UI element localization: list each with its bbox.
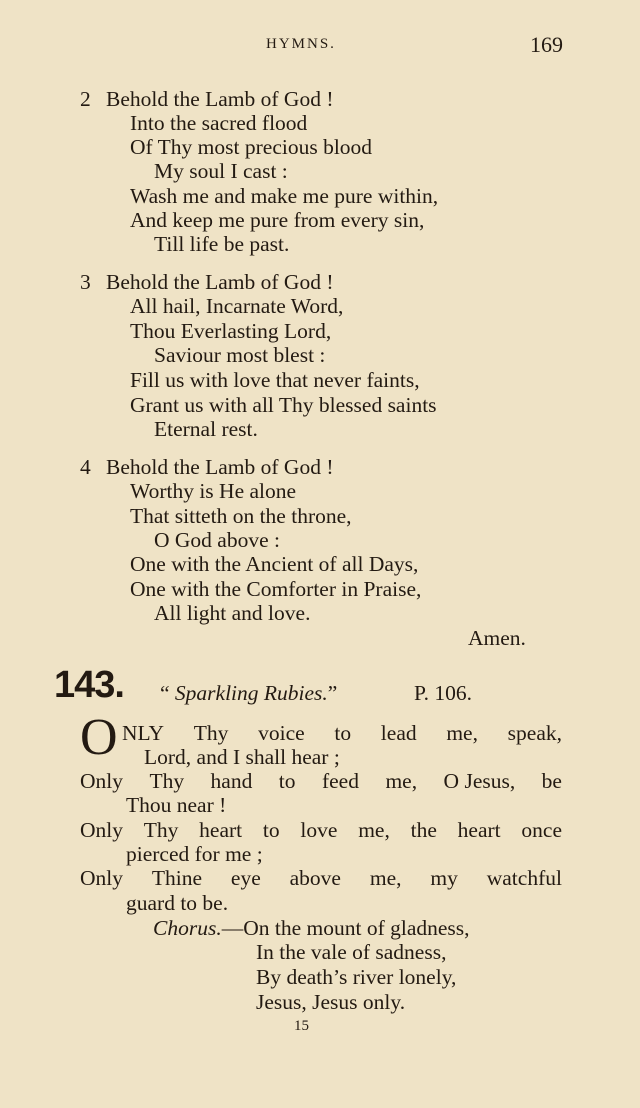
hymn-143-line-6: pierced for me ; [126, 842, 263, 866]
tune-name: “ Sparkling Rubies.” [160, 681, 338, 705]
verse-4-line-5: One with the Ancient of all Days, [130, 552, 419, 576]
tune-reference: P. 106. [414, 681, 472, 705]
verse-2-line-3: Of Thy most precious blood [130, 135, 373, 159]
verse-2-line-5: Wash me and make me pure within, [130, 184, 439, 208]
verse-4-line-6: One with the Comforter in Praise, [130, 577, 422, 601]
verse-4-line-7: All light and love. [154, 601, 311, 625]
verse-2-line-1: 2 Behold the Lamb of God ! [80, 87, 334, 111]
verse-2-line-6: And keep me pure from every sin, [130, 208, 425, 232]
verse-number: 4 [80, 455, 91, 479]
hymn-143-line-2: Lord, and I shall hear ; [144, 745, 340, 769]
chorus-line-1: Chorus.—On the mount of gladness, [153, 916, 470, 940]
verse-2-line-2: Into the sacred flood [130, 111, 308, 135]
verse-3-line-4: Saviour most blest : [154, 343, 326, 367]
hymn-143-line-3: Only Thy hand to feed me, O Jesus, be [80, 769, 562, 793]
verse-3-line-2: All hail, Incarnate Word, [130, 294, 344, 318]
page-number: 169 [530, 32, 563, 57]
verse-4-line-4: O God above : [154, 528, 280, 552]
hymn-143-line-1: NLY Thy voice to lead me, speak, [122, 721, 562, 745]
hymn-143-line-7: Only Thine eye above me, my watchful [80, 866, 562, 890]
running-head: HYMNS. [266, 36, 336, 52]
verse-3-line-6: Grant us with all Thy blessed saints [130, 393, 437, 417]
verse-4-line-1: 4 Behold the Lamb of God ! [80, 455, 334, 479]
verse-number: 3 [80, 270, 91, 294]
verse-3-line-3: Thou Everlasting Lord, [130, 319, 332, 343]
verse-2-line-4: My soul I cast : [154, 159, 288, 183]
verse-2-line-7: Till life be past. [154, 232, 290, 256]
chorus-line-3: By death’s river lonely, [256, 965, 457, 989]
hymn-143-line-5: Only Thy heart to love me, the heart once [80, 818, 562, 842]
chorus-label: Chorus. [153, 916, 222, 940]
amen: Amen. [468, 626, 526, 650]
verse-3-line-7: Eternal rest. [154, 417, 258, 441]
hymn-143-line-4: Thou near ! [126, 793, 227, 817]
chorus-line-4: Jesus, Jesus only. [256, 990, 406, 1014]
verse-3-line-5: Fill us with love that never faints, [130, 368, 420, 392]
verse-number: 2 [80, 87, 91, 111]
verse-3-line-1: 3 Behold the Lamb of God ! [80, 270, 334, 294]
verse-4-line-3: That sitteth on the throne, [130, 504, 352, 528]
chorus-line-2: In the vale of sadness, [256, 940, 447, 964]
hymn-number: 143. [54, 664, 124, 706]
verse-4-line-2: Worthy is He alone [130, 479, 297, 503]
drop-cap: O [80, 709, 118, 766]
signature-mark: 15 [294, 1018, 309, 1034]
hymn-143-line-8: guard to be. [126, 891, 229, 915]
